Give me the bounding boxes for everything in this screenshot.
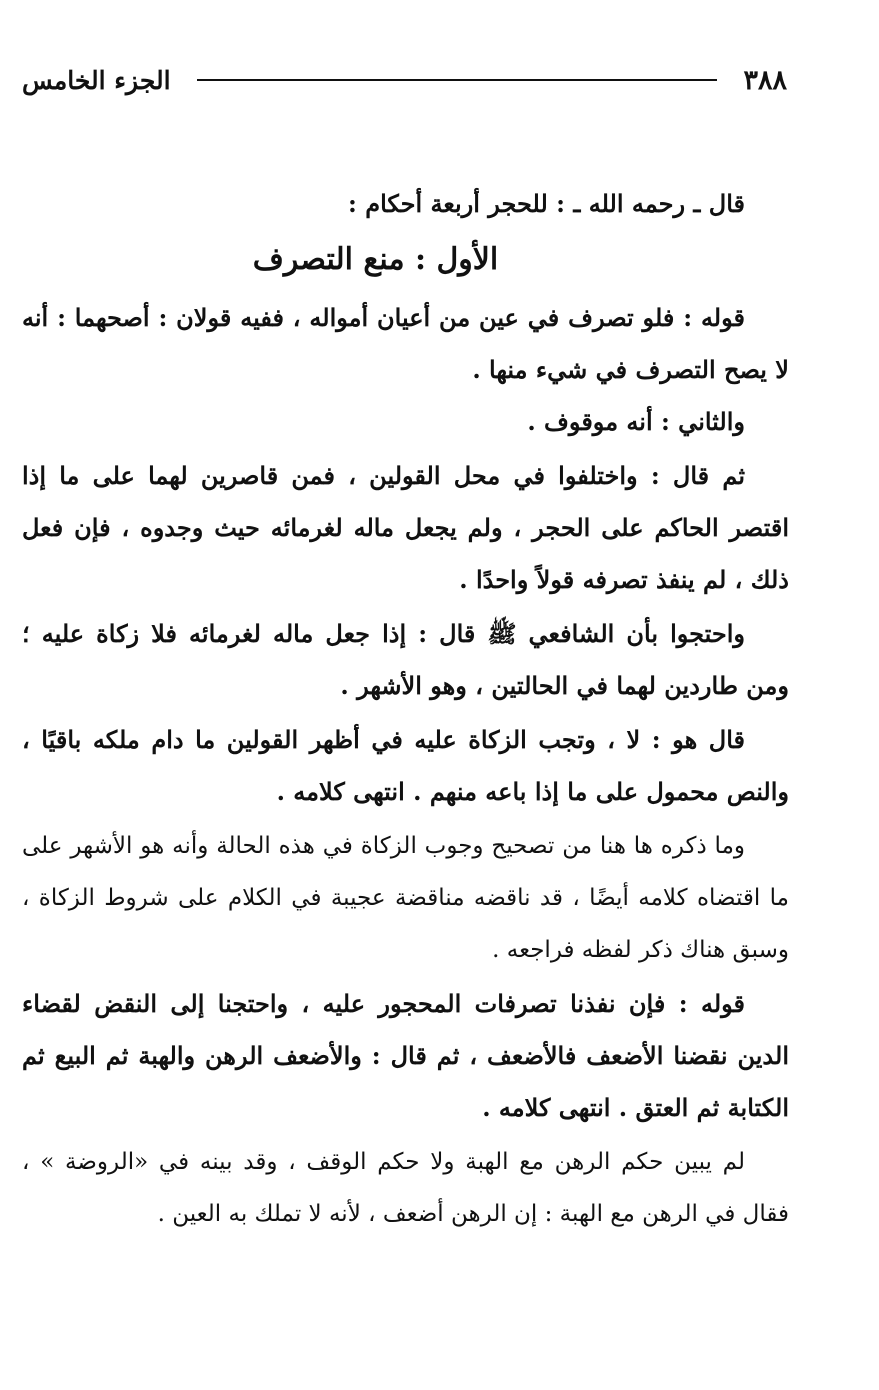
paragraph-3: ثم قال : واختلفوا في محل القولين ، فمن قاصرين لهما على ما إذا اقتصر الحاكم على الحجر ، ولم يجعل ماله لغرمائه حيث وجدوه ، فإن فعل ذلك ، لم ينفذ تصرفه قولاً واحدًا . (22, 461, 789, 594)
paragraph-2: والثاني : أنه موقوف . (527, 407, 745, 436)
section-heading: الأول : منع التصرف (252, 242, 499, 277)
header-rule (197, 79, 718, 81)
intro-line: قال ـ رحمه الله ـ : للحجر أربعة أحكام : (348, 189, 745, 218)
paragraph-4: واحتجوا بأن الشافعي ﷺ قال : إذا جعل ماله لغرمائه فلا زكاة عليه ؛ ومن طاردين لهما في الحالتين ، وهو الأشهر . (22, 619, 789, 700)
paragraph-6: وما ذكره ها هنا من تصحيح وجوب الزكاة في هذه الحالة وأنه هو الأشهر على ما اقتضاه كلامه أيضًا ، قد ناقضه مناقضة عجيبة في الكلام على شروط الزكاة ، وسبق هناك ذكر لفظه فراجعه . (22, 833, 789, 963)
paragraph-8: لم يبين حكم الرهن مع الهبة ولا حكم الوقف ، وقد بينه في «الروضة » ، فقال في الرهن مع الهبة : إن الرهن أضعف ، لأنه لا تملك به العين . (22, 1149, 789, 1227)
paragraph-7: قوله : فإن نفذنا تصرفات المحجور عليه ، واحتجنا إلى النقض لقضاء الدين نقضنا الأضعف فالأضعف ، ثم قال : والأضعف الرهن والهبة ثم البيع ثم الكتابة ثم العتق . انتهى كلامه . (22, 989, 789, 1122)
page-header (22, 58, 787, 102)
page-body (22, 178, 789, 1240)
page-number: ٣٨٨ (743, 64, 787, 96)
paragraph-1: قوله : فلو تصرف في عين من أعيان أمواله ، ففيه قولان : أصحهما : أنه لا يصح التصرف في شيء منها . (22, 303, 789, 384)
paragraph-5: قال هو : لا ، وتجب الزكاة عليه في أظهر القولين ما دام ملكه باقيًا ، والنص محمول على ما إذا باعه منهم . انتهى كلامه . (22, 725, 789, 806)
running-title: الجزء الخامس (22, 65, 171, 95)
